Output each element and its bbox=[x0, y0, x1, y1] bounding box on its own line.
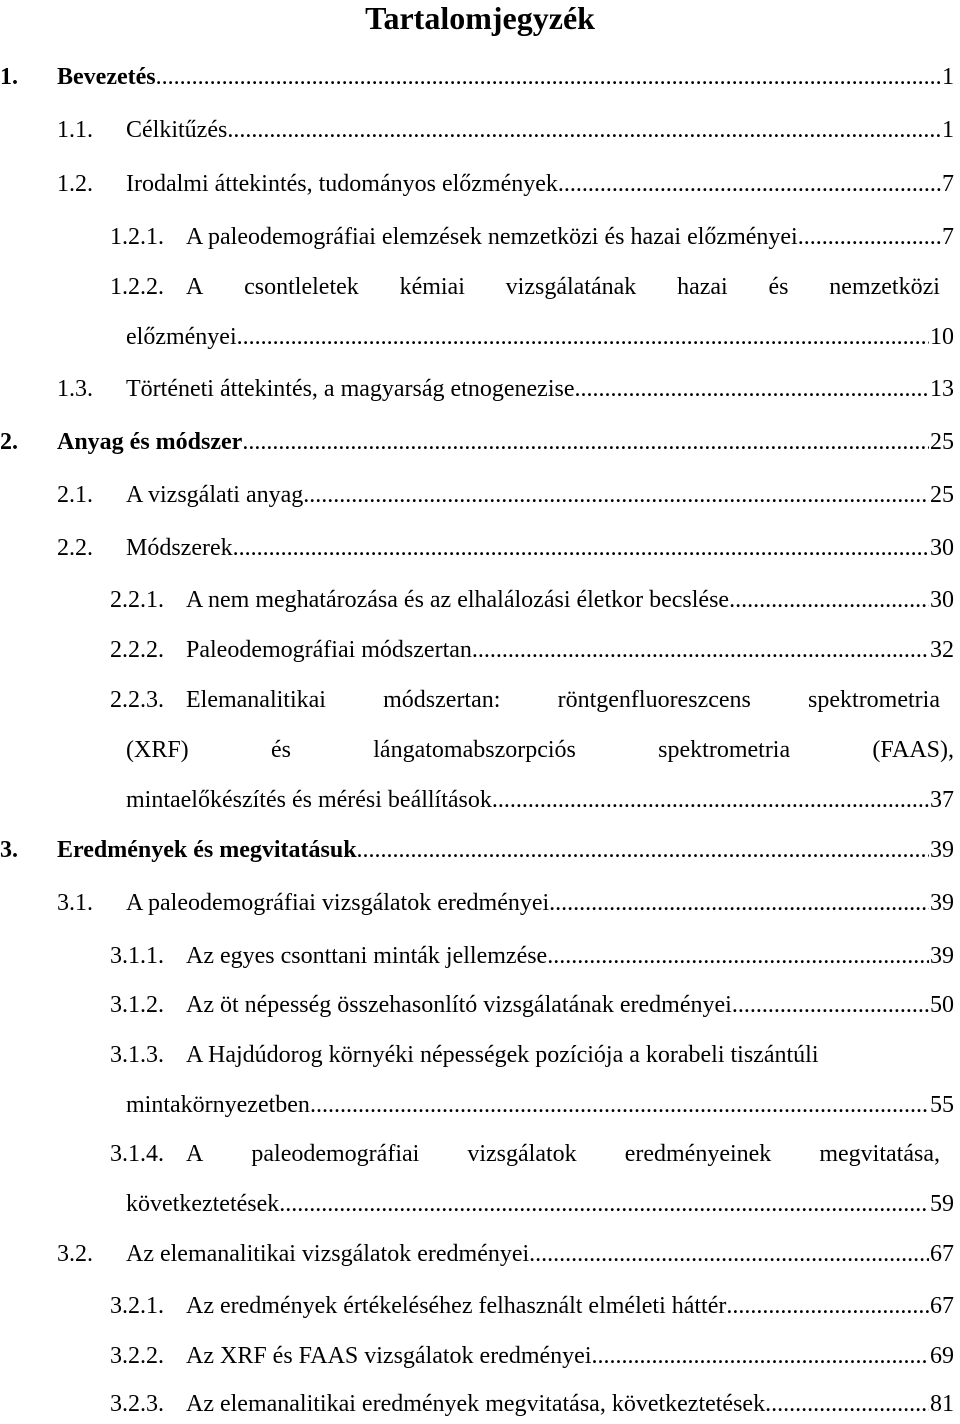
toc-number: 3.2.2. bbox=[110, 1343, 164, 1369]
word: és bbox=[270, 737, 291, 763]
toc-title: Bevezetés bbox=[57, 64, 156, 90]
toc-page: 81 bbox=[930, 1391, 954, 1417]
word: spektrometria bbox=[658, 737, 791, 763]
dot-leader bbox=[279, 1184, 929, 1224]
toc-title-line: előzményei bbox=[126, 324, 237, 350]
dot-leader bbox=[547, 936, 929, 976]
dot-leader bbox=[492, 780, 929, 820]
toc-title-line bbox=[186, 267, 940, 307]
toc-entry-1-3[interactable] bbox=[57, 369, 954, 409]
toc-page: 39 bbox=[930, 837, 954, 863]
word: (XRF) bbox=[126, 737, 189, 763]
dot-leader bbox=[729, 580, 929, 620]
word: kémiai bbox=[399, 274, 465, 300]
toc-page: 30 bbox=[930, 535, 954, 561]
dot-leader bbox=[798, 217, 941, 257]
toc-title-line: következtetések bbox=[126, 1191, 280, 1217]
toc-number: 3.1.4. bbox=[110, 1141, 164, 1167]
toc-page: 7 bbox=[942, 171, 954, 197]
toc-page: 30 bbox=[930, 587, 954, 613]
toc-number: 3.1.3. bbox=[110, 1042, 164, 1068]
dot-leader bbox=[529, 1234, 929, 1274]
dot-leader bbox=[242, 422, 929, 462]
toc-title: Az egyes csonttani minták jellemzése bbox=[186, 943, 548, 969]
toc-title: A paleodemográfiai vizsgálatok eredményei bbox=[126, 890, 550, 916]
toc-page: 13 bbox=[930, 376, 954, 402]
toc-number: 3. bbox=[0, 837, 18, 863]
toc-title: Paleodemográfiai módszertan bbox=[186, 637, 472, 663]
toc-number: 2. bbox=[0, 429, 18, 455]
toc-page: 37 bbox=[930, 787, 954, 813]
dot-leader bbox=[765, 1384, 929, 1424]
toc-title-line: mintaelőkészítés és mérési beállítások bbox=[126, 787, 492, 813]
dot-leader bbox=[472, 630, 929, 670]
word: paleodemográfiai bbox=[251, 1141, 420, 1167]
dot-leader bbox=[558, 164, 941, 204]
dot-leader bbox=[357, 830, 929, 870]
toc-entry-2[interactable] bbox=[0, 422, 954, 462]
toc-number: 2.1. bbox=[57, 482, 93, 508]
toc-entry-1-2-1[interactable] bbox=[110, 217, 954, 257]
toc-title-line bbox=[186, 680, 940, 720]
toc-title: Anyag és módszer bbox=[57, 429, 243, 455]
toc-entry-2-1[interactable] bbox=[57, 475, 954, 515]
toc-number: 1.3. bbox=[57, 376, 93, 402]
toc-title: Az eredmények értékeléséhez felhasznált elméleti háttér bbox=[186, 1293, 727, 1319]
toc-entry-3-2-2[interactable] bbox=[110, 1336, 954, 1376]
dot-leader bbox=[310, 1085, 929, 1125]
toc-page: 1 bbox=[942, 64, 954, 90]
toc-number: 2.2. bbox=[57, 535, 93, 561]
toc-entry-2-2-2[interactable] bbox=[110, 630, 954, 670]
toc-page: 59 bbox=[930, 1191, 954, 1217]
toc-number: 1. bbox=[0, 64, 18, 90]
toc-page: 10 bbox=[930, 324, 954, 350]
toc-title-line: A Hajdúdorog környéki népességek pozíciója a korabeli tiszántúli bbox=[186, 1042, 819, 1068]
word: és bbox=[768, 274, 789, 300]
toc-number: 3.1.2. bbox=[110, 992, 164, 1018]
toc-number: 1.2.1. bbox=[110, 224, 164, 250]
toc-entry-3-2[interactable] bbox=[57, 1234, 954, 1274]
toc-title: Az elemanalitikai vizsgálatok eredményei bbox=[126, 1241, 530, 1267]
toc-page: 55 bbox=[930, 1092, 954, 1118]
dot-leader bbox=[237, 317, 929, 357]
toc-title-line bbox=[126, 730, 954, 770]
word: vizsgálatok bbox=[467, 1141, 577, 1167]
toc-entry-1-2[interactable] bbox=[57, 164, 954, 204]
toc-page: 7 bbox=[942, 224, 954, 250]
word: Elemanalitikai bbox=[186, 687, 326, 713]
word: hazai bbox=[677, 274, 728, 300]
toc-title: A paleodemográfiai elemzések nemzetközi és hazai előzményei bbox=[186, 224, 798, 250]
dot-leader bbox=[732, 985, 929, 1025]
dot-leader bbox=[591, 1336, 929, 1376]
word: (FAAS), bbox=[872, 737, 954, 763]
word: nemzetközi bbox=[829, 274, 940, 300]
word: lángatomabszorpciós bbox=[373, 737, 576, 763]
toc-title: Az öt népesség összehasonlító vizsgálatának eredményei bbox=[186, 992, 732, 1018]
toc-entry-3-1-2[interactable] bbox=[110, 985, 954, 1025]
dot-leader bbox=[549, 883, 929, 923]
word: spektrometria bbox=[808, 687, 940, 713]
toc-entry-1-1[interactable] bbox=[57, 110, 954, 150]
toc-page: 1 bbox=[942, 117, 954, 143]
toc-page: 67 bbox=[930, 1293, 954, 1319]
toc-entry-3-2-3[interactable] bbox=[110, 1384, 954, 1424]
toc-entry-3-2-1[interactable] bbox=[110, 1286, 954, 1326]
toc-number: 1.2. bbox=[57, 171, 93, 197]
toc-page: 25 bbox=[930, 429, 954, 455]
word: módszertan: bbox=[383, 687, 501, 713]
toc-title: Az elemanalitikai eredmények megvitatása, következtetések bbox=[186, 1391, 766, 1417]
toc-title: A nem meghatározása és az elhalálozási életkor becslése bbox=[186, 587, 730, 613]
dot-leader bbox=[227, 110, 941, 150]
toc-page: 69 bbox=[930, 1343, 954, 1369]
toc-title-line bbox=[186, 1134, 940, 1174]
toc-number: 2.2.1. bbox=[110, 587, 164, 613]
toc-entry-3[interactable] bbox=[0, 830, 954, 870]
toc-number: 3.2.3. bbox=[110, 1391, 164, 1417]
toc-title: Irodalmi áttekintés, tudományos előzmények bbox=[126, 171, 558, 197]
dot-leader bbox=[303, 475, 929, 515]
toc-title-line: mintakörnyezetben bbox=[126, 1092, 310, 1118]
dot-leader bbox=[233, 528, 929, 568]
word: röntgenfluoreszcens bbox=[557, 687, 751, 713]
toc-entry-1[interactable] bbox=[0, 57, 954, 97]
dot-leader bbox=[156, 57, 941, 97]
toc-page: 39 bbox=[930, 890, 954, 916]
word: megvitatása, bbox=[819, 1141, 940, 1167]
toc-entry-3-1-1[interactable] bbox=[110, 936, 954, 976]
word: eredményeinek bbox=[624, 1141, 772, 1167]
word: vizsgálatának bbox=[505, 274, 637, 300]
dot-leader bbox=[726, 1286, 929, 1326]
toc-number: 3.1.1. bbox=[110, 943, 164, 969]
toc-title: Eredmények és megvitatásuk bbox=[57, 837, 357, 863]
toc-number: 3.1. bbox=[57, 890, 93, 916]
toc-number: 2.2.2. bbox=[110, 637, 164, 663]
toc-title: Módszerek bbox=[126, 535, 233, 561]
toc-number: 2.2.3. bbox=[110, 687, 164, 713]
word: csontleletek bbox=[244, 274, 359, 300]
toc-title: Célkitűzés bbox=[126, 117, 228, 143]
toc-page: 50 bbox=[930, 992, 954, 1018]
toc-page: 39 bbox=[930, 943, 954, 969]
toc-page: 25 bbox=[930, 482, 954, 508]
toc-title: Történeti áttekintés, a magyarság etnogenezise bbox=[126, 376, 575, 402]
page-title: Tartalomjegyzék bbox=[365, 0, 595, 36]
toc-page: 32 bbox=[930, 637, 954, 663]
dot-leader bbox=[574, 369, 929, 409]
toc-number: 3.2.1. bbox=[110, 1293, 164, 1319]
word: A bbox=[186, 274, 204, 300]
toc-entry-2-2-1[interactable] bbox=[110, 580, 954, 620]
toc-title: Az XRF és FAAS vizsgálatok eredményei bbox=[186, 1343, 592, 1369]
toc-entry-2-2[interactable] bbox=[57, 528, 954, 568]
toc-entry-3-1[interactable] bbox=[57, 883, 954, 923]
toc-number: 1.1. bbox=[57, 117, 93, 143]
toc-title: A vizsgálati anyag bbox=[126, 482, 304, 508]
toc-number: 1.2.2. bbox=[110, 274, 164, 300]
toc-page: 67 bbox=[930, 1241, 954, 1267]
toc-number: 3.2. bbox=[57, 1241, 93, 1267]
word: A bbox=[186, 1141, 204, 1167]
